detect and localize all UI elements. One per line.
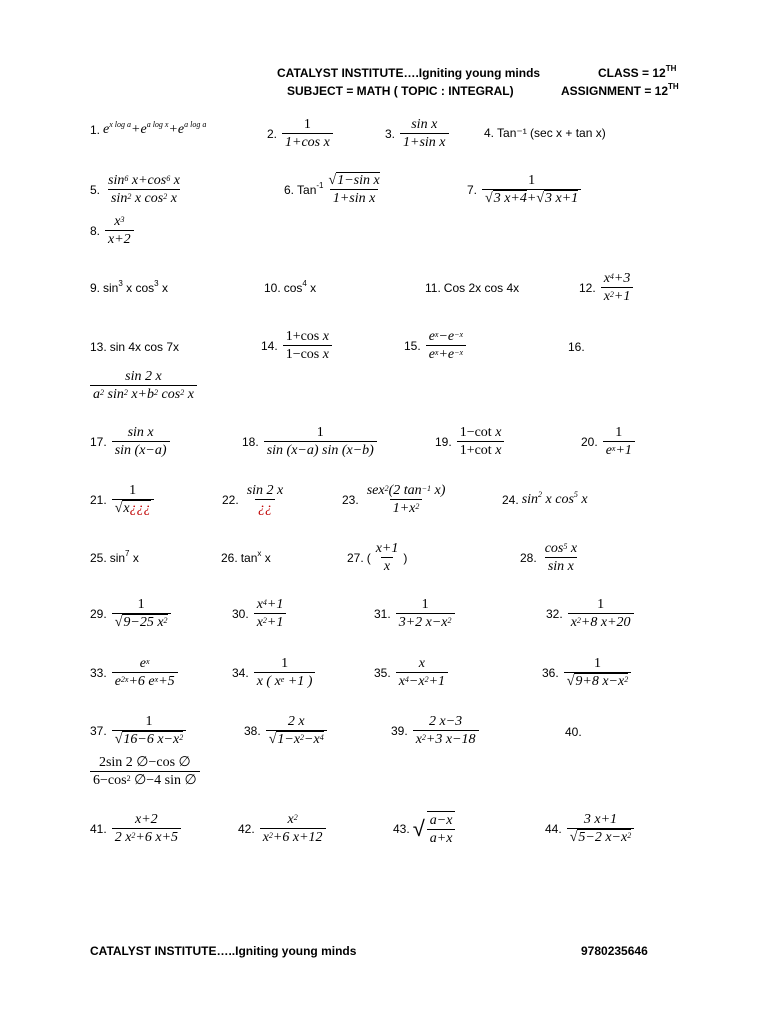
problem-number: 21. <box>90 492 107 507</box>
problem-30 <box>232 596 288 631</box>
fraction: 1 $x^2+8$ x+20 <box>568 596 634 631</box>
tan-inverse: Tan$^{-1}$ <box>297 180 324 197</box>
problem-number: 29. <box>90 606 107 621</box>
problem-7 <box>467 172 583 207</box>
problem-number: 35. <box>374 665 391 680</box>
fraction: 1 1+cos x <box>282 116 333 151</box>
problem-44 <box>545 811 636 846</box>
header-class <box>598 66 676 80</box>
problem-1 <box>90 122 206 138</box>
problem-number: 2. <box>267 126 278 141</box>
problem-expression: Tan⁻¹ (sec x + tan x) <box>497 126 606 140</box>
problem-38 <box>244 713 329 748</box>
problem-number: 24. <box>502 493 519 507</box>
fraction: $\cos^5 x$ sin x <box>544 541 578 574</box>
problem-number: 1. <box>90 123 101 137</box>
fraction: 3 x+1 √5−2 $x-x^2$ <box>567 811 635 846</box>
problem-15 <box>404 328 468 363</box>
problem-number: 19. <box>435 434 452 449</box>
problem-26 <box>221 551 271 565</box>
problem-number: 8. <box>90 223 101 238</box>
problem-number: 30. <box>232 606 249 621</box>
fraction: sin 2 x ¿¿ <box>246 483 284 516</box>
problem-number: 6. <box>284 182 295 197</box>
problem-35 <box>374 655 450 690</box>
problem-number: 12. <box>579 280 596 295</box>
problem-33 <box>90 655 180 690</box>
problem-number: 16. <box>568 340 585 354</box>
problem-number: 36. <box>542 665 559 680</box>
problem-expression: $\sin^7 x$ <box>109 549 139 565</box>
fraction: $\sin^6 x+\cos^6$ x $\sin^2 x$ $\cos^2 x$ <box>108 173 180 206</box>
problem-number: 26. <box>221 551 238 565</box>
fraction: 2sin 2 ∅−cos ∅ $6-\cos^2$ ∅−4 sin ∅ <box>90 754 200 789</box>
problem-23 <box>342 482 450 517</box>
fraction: 1 √3 x+4+√3 x+1 <box>482 172 581 207</box>
problem-24 <box>502 492 588 508</box>
problem-31 <box>374 596 457 631</box>
problem-number: 27. <box>347 550 364 565</box>
problem-12 <box>579 270 635 305</box>
problem-20 <box>581 424 637 459</box>
problem-number: 7. <box>467 182 478 197</box>
problem-expression: $\cos^4 x$ <box>283 279 317 295</box>
fraction: $e^x$ $e^{2x}+6$ $e^x+5$ <box>112 655 178 690</box>
problem-number: 32. <box>546 606 563 621</box>
problem-17 <box>90 424 172 459</box>
fraction: sin 2 x $a^2$ $\sin^2 x+b^2$ $\cos^2 x$ <box>90 368 197 403</box>
fraction: sin x sin (x−a) <box>112 424 170 459</box>
problem-number: 37. <box>90 723 107 738</box>
problem-14 <box>261 328 334 363</box>
problem-number: 23. <box>342 492 359 507</box>
problem-37 <box>90 713 188 748</box>
fraction: sin x 1+sin x <box>400 116 449 151</box>
fraction: a−x a+x <box>427 811 456 847</box>
problem-number: 28. <box>520 550 537 565</box>
problem-number: 3. <box>385 126 396 141</box>
problem-number: 34. <box>232 665 249 680</box>
problem-number: 39. <box>391 723 408 738</box>
problem-3 <box>385 116 451 151</box>
fraction: $x^4+3$ $x^2+1$ <box>601 270 634 305</box>
problem-41 <box>90 811 183 846</box>
fraction: 1 3+2 $x-x^2$ <box>396 596 455 631</box>
problem-number: 44. <box>545 821 562 836</box>
problem-2 <box>267 116 335 151</box>
fraction: 1 √x¿¿¿ <box>112 482 154 517</box>
header-class-label: CLASS = 12 <box>598 66 666 80</box>
sqrt-sign: √ <box>412 816 425 841</box>
paren-open: ( <box>366 550 371 565</box>
fraction: 2 x $√1-x^2-x^4$ <box>266 713 327 748</box>
fraction: 1 √16−6 $x-x^2$ <box>112 713 187 748</box>
problem-number: 25. <box>90 551 107 565</box>
problem-number: 11. <box>425 281 441 295</box>
problem-expression: Cos 2x cos 4x <box>443 281 520 295</box>
fraction: 1 $e^x+1$ <box>603 424 635 459</box>
problem-number: 38. <box>244 723 261 738</box>
problem-expression: $e^{x log a}+e^{a log x}+e^{a log a}$ <box>103 120 207 137</box>
fraction: $x^3$ x+2 <box>105 213 134 248</box>
problem-34 <box>232 655 317 690</box>
problem-number: 13. <box>90 340 107 354</box>
fraction: 2 x−3 $x^2+3$ x−18 <box>413 713 479 748</box>
problem-number: 43. <box>393 822 410 836</box>
footer-phone: 9780235646 <box>581 944 648 958</box>
fraction: 1 √9+8 $x-x^2$ <box>564 655 632 690</box>
fraction: 1−cot x 1+cot x <box>457 424 505 459</box>
problem-16-expression <box>88 368 199 403</box>
header-subject: SUBJECT = MATH ( TOPIC : INTEGRAL) <box>287 84 514 98</box>
problem-number: 14. <box>261 338 278 353</box>
problem-number: 15. <box>404 338 421 353</box>
paren-close: ) <box>403 550 408 565</box>
fraction: x+2 2 $x^2+6$ x+5 <box>112 811 181 846</box>
fraction: 1 x ( $x^e +1$ ) <box>254 655 316 690</box>
problem-number: 31. <box>374 606 391 621</box>
problem-5 <box>90 172 185 207</box>
problem-expression: $\sin^3 x$ $\cos^3 x$ <box>103 279 168 295</box>
header-assignment-label: ASSIGNMENT = 12 <box>561 84 669 98</box>
problem-number: 5. <box>90 182 101 197</box>
problem-number: 22. <box>222 492 239 507</box>
problem-number: 9. <box>90 281 101 295</box>
problem-10 <box>264 281 316 295</box>
fraction: $e^x-e^{-x}$ $e^x+e^{-x}$ <box>426 328 466 363</box>
problem-16 <box>568 340 588 354</box>
problem-13 <box>90 340 179 354</box>
problem-number: 40. <box>565 725 582 739</box>
problem-43 <box>393 811 457 847</box>
problem-9 <box>90 281 168 295</box>
problem-number: 33. <box>90 665 107 680</box>
problem-number: 41. <box>90 821 107 836</box>
header-institute: CATALYST INSTITUTE….Igniting young minds <box>277 66 541 80</box>
problem-6 <box>284 172 385 207</box>
problem-expression: sin 4x cos 7x <box>109 340 180 354</box>
problem-32 <box>546 596 636 631</box>
problem-number: 10. <box>264 281 281 295</box>
problem-expression: $\tan^x x$ <box>240 549 271 565</box>
fraction: $x^4+1$ $x^2+1$ <box>254 596 287 631</box>
problem-4 <box>484 126 606 140</box>
problem-number: 20. <box>581 434 598 449</box>
problem-42 <box>238 811 328 846</box>
problem-40-expression <box>88 754 202 789</box>
fraction: 1+cos x 1−cos x <box>283 328 332 363</box>
header-class-sup: TH <box>665 64 677 73</box>
problem-number: 18. <box>242 434 259 449</box>
problem-29 <box>90 596 173 631</box>
problem-36 <box>542 655 633 690</box>
header-assignment-sup: TH <box>668 82 679 91</box>
fraction: sex$^2$(2 $\tan^{-1} x$) $1+x^2$ <box>366 483 446 516</box>
problem-39 <box>391 713 481 748</box>
fraction: √1−sin x 1+sin x <box>328 173 380 206</box>
problem-number: 17. <box>90 434 107 449</box>
problem-21 <box>90 482 156 517</box>
problem-40 <box>565 725 585 739</box>
problem-expression: $\sin^2 x$ $\cos^5 x$ <box>521 490 588 507</box>
problem-22 <box>222 482 288 517</box>
problem-8 <box>90 213 136 248</box>
problem-28 <box>520 540 582 575</box>
problem-number: 4. <box>484 126 495 140</box>
fraction: 1 sin (x−a) sin (x−b) <box>264 424 377 459</box>
problem-27 <box>347 540 407 575</box>
problem-25 <box>90 551 139 565</box>
problem-18 <box>242 424 379 459</box>
fraction: x+1 x <box>375 541 399 574</box>
fraction: $x^2$ $x^2+6$ x+12 <box>260 811 326 846</box>
problem-11 <box>425 281 519 295</box>
header-assignment <box>561 84 679 98</box>
problem-number: 42. <box>238 821 255 836</box>
problem-19 <box>435 424 506 459</box>
footer-institute: CATALYST INSTITUTE…..Igniting young minds <box>90 944 357 958</box>
fraction: x $x^4-x^2+1$ <box>396 655 448 690</box>
fraction: 1 √9−25 $x^2$ <box>112 596 171 631</box>
